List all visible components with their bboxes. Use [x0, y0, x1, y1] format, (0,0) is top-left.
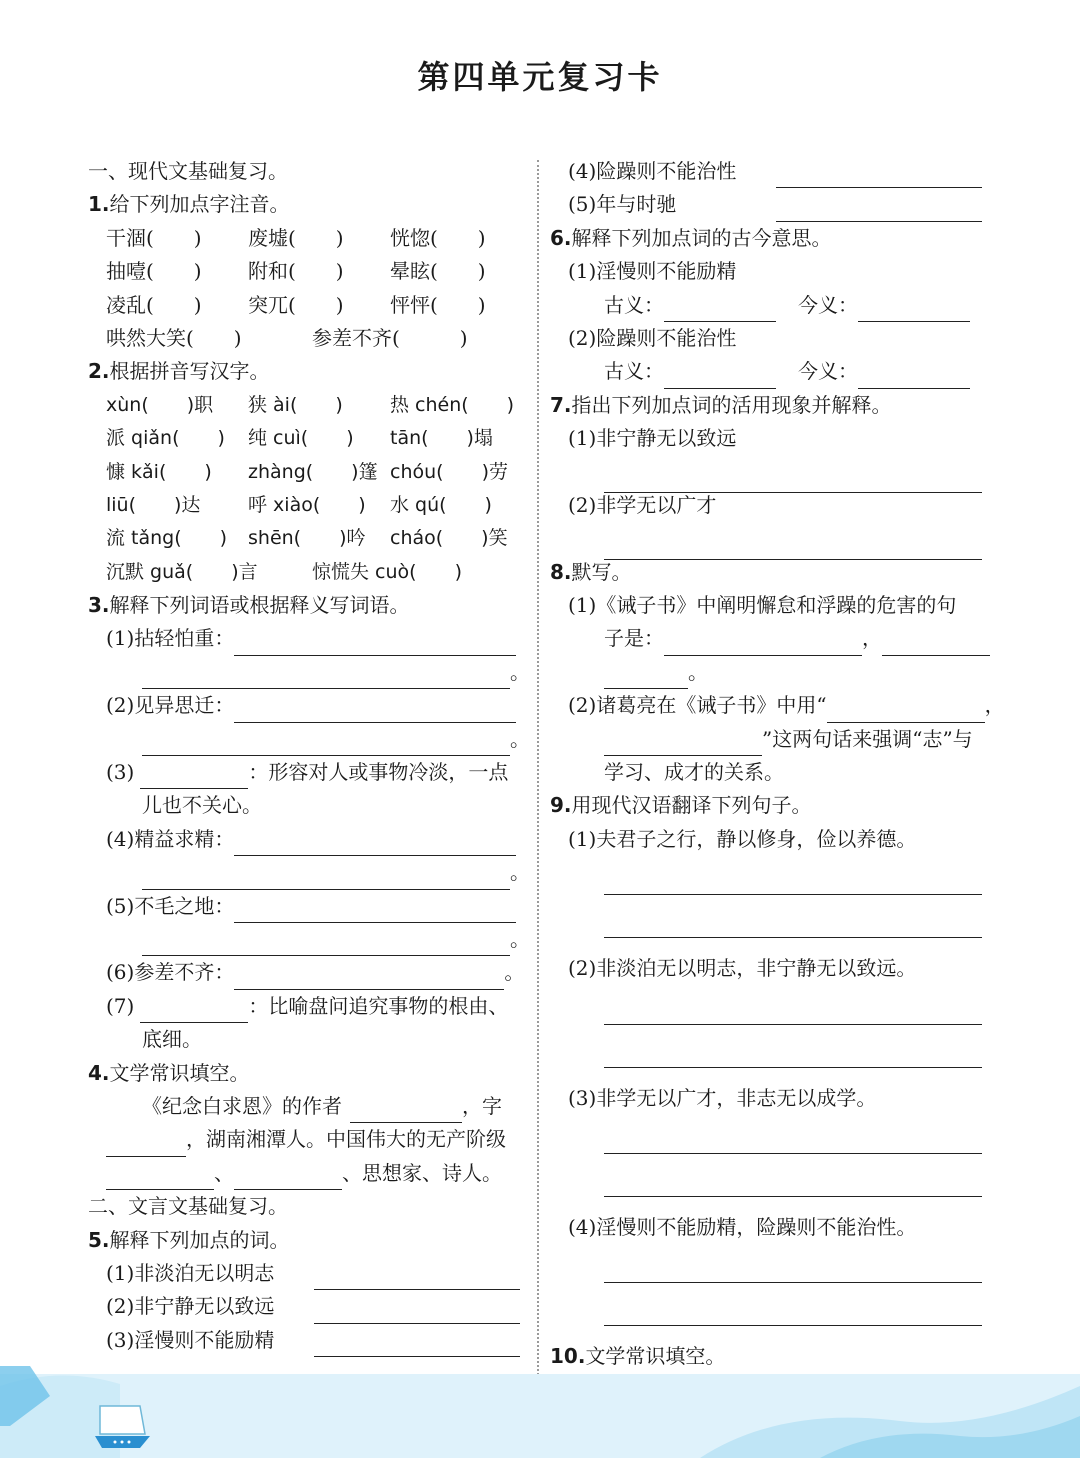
- answer-blank[interactable]: [142, 865, 510, 890]
- q3-item-4-cont: 。: [88, 856, 523, 889]
- answer-blank[interactable]: [776, 197, 982, 222]
- answer-blank[interactable]: [234, 631, 516, 656]
- q7-answer: [550, 522, 985, 555]
- question-1: 1.给下列加点字注音。: [88, 192, 290, 217]
- section-heading: 二、文言文基础复习。: [88, 1194, 288, 1219]
- q5-item: (2)非宁静无以致远: [88, 1290, 523, 1323]
- section-heading: 一、现代文基础复习。: [88, 159, 288, 183]
- answer-blank[interactable]: [604, 868, 982, 895]
- q5-item: (3)淫慢则不能励精: [88, 1324, 523, 1357]
- q1-row: 干涸( ) 废墟( ) 恍惚( ): [106, 225, 486, 250]
- answer-blank[interactable]: [314, 1299, 520, 1324]
- answer-blank[interactable]: [350, 1098, 462, 1123]
- question-8: 8.默写。: [550, 559, 632, 584]
- answer-blank[interactable]: [776, 163, 982, 188]
- footer-wave-decoration: [0, 1366, 1080, 1458]
- question-7: 7.指出下列加点词的活用现象并解释。: [550, 392, 892, 417]
- q1-row: 抽噎( ) 附和( ) 晕眩( ): [106, 259, 486, 284]
- q9-answer-lines: [550, 868, 985, 952]
- left-column: [88, 155, 530, 1357]
- answer-blank[interactable]: [604, 998, 982, 1025]
- q9-item: (2)非淡泊无以明志，非宁静无以致远。: [568, 956, 917, 981]
- answer-blank[interactable]: [234, 965, 504, 990]
- answer-blank[interactable]: [604, 664, 688, 689]
- q5-item: (4)险躁则不能治性: [550, 155, 985, 188]
- question-10: 10.文学常识填空。: [550, 1344, 726, 1369]
- q2-row: 派 qiǎn( ) 纯 cuì( ) tān( )塌: [106, 427, 493, 450]
- column-divider: [537, 160, 539, 1375]
- q3-item-7: (7) ：比喻盘问追究事物的根由、: [88, 990, 523, 1023]
- q8-item-2: (2)诸葛亮在《诫子书》中用“ ，: [550, 689, 985, 722]
- q5-item: (1)非淡泊无以明志: [88, 1257, 523, 1290]
- q7-item: (2)非学无以广才: [568, 492, 717, 517]
- q3-item-5: (5)不毛之地：: [88, 890, 523, 923]
- q8-item-1-end: 。: [550, 656, 985, 689]
- q9-answer-lines: [550, 1127, 985, 1211]
- q4-line-1: 《纪念白求恩》的作者 ，字: [88, 1090, 523, 1123]
- q3-item-2: (2)见异思迁：: [88, 689, 523, 722]
- q4-line-3: 、 、思想家、诗人。: [88, 1157, 523, 1190]
- q9-item: (3)非学无以广才，非志无以成学。: [568, 1085, 877, 1110]
- answer-blank[interactable]: [142, 664, 510, 689]
- answer-blank[interactable]: [604, 1299, 982, 1326]
- question-6: 6.解释下列加点词的古今意思。: [550, 225, 832, 250]
- answer-blank[interactable]: [106, 1165, 214, 1190]
- answer-blank[interactable]: [604, 1256, 982, 1283]
- q1-row: 凌乱( ) 突兀( ) 怦怦( ): [106, 292, 486, 317]
- q3-item-3: (3) ：形容对人或事物冷淡，一点: [88, 756, 523, 789]
- page-title: 第四单元复习卡: [417, 58, 663, 96]
- q7-answer: [550, 456, 985, 489]
- answer-blank[interactable]: [314, 1265, 520, 1290]
- answer-blank[interactable]: [140, 998, 248, 1023]
- q3-item-1: (1)拈轻怕重：: [88, 622, 523, 655]
- q6-meanings: 古义： 今义：: [550, 289, 985, 322]
- q3-item-3-cont: 儿也不关心。: [142, 793, 262, 818]
- answer-blank[interactable]: [604, 911, 982, 938]
- q9-answer-lines: [550, 1256, 985, 1340]
- q3-item-4: (4)精益求精：: [88, 823, 523, 856]
- q2-row: liū( )达 呼 xiào( ) 水 qú( ): [106, 493, 492, 516]
- answer-blank[interactable]: [664, 364, 776, 389]
- answer-blank[interactable]: [858, 364, 970, 389]
- answer-blank[interactable]: [140, 764, 248, 789]
- q2-row: 流 tǎng( ) shēn( )吟 cháo( )笑: [106, 527, 508, 550]
- answer-blank[interactable]: [314, 1332, 520, 1357]
- answer-blank[interactable]: [234, 698, 516, 723]
- q4-line-2: ，湖南湘潭人。中国伟大的无产阶级: [88, 1123, 523, 1156]
- q8-item-2-end: 学习、成才的关系。: [604, 760, 784, 785]
- q8-item-1-cont: 子是： ，: [550, 622, 985, 655]
- answer-blank[interactable]: [234, 1165, 342, 1190]
- q2-row: xùn( )职 狭 ài( ) 热 chén( ): [106, 393, 515, 416]
- q3-item-2-cont: 。: [88, 723, 523, 756]
- q6-item: (2)险躁则不能治性: [568, 325, 737, 350]
- question-3: 3.解释下列词语或根据释义写词语。: [88, 593, 410, 618]
- question-5: 5.解释下列加点的词。: [88, 1227, 290, 1252]
- q3-item-6: (6)参差不齐： 。: [88, 956, 523, 989]
- sailboat-icon: [95, 1406, 150, 1448]
- question-2: 2.根据拼音写汉字。: [88, 359, 270, 384]
- answer-blank[interactable]: [858, 297, 970, 322]
- q2-row: 慷 kǎi( ) zhàng( )篷 chóu( )劳: [106, 460, 508, 483]
- answer-blank[interactable]: [664, 631, 862, 656]
- q3-item-5-cont: 。: [88, 923, 523, 956]
- answer-blank[interactable]: [604, 1170, 982, 1197]
- q1-row: 哄然大笑( ) 参差不齐( ): [106, 325, 468, 350]
- q9-item: (1)夫君子之行，静以修身，俭以养德。: [568, 826, 917, 851]
- answer-blank[interactable]: [827, 698, 985, 723]
- q6-item: (1)淫慢则不能励精: [568, 259, 737, 284]
- q2-row: 沉默 guǎ( )言 惊慌失 cuò( ): [106, 560, 462, 583]
- q5-item: (5)年与时驰: [550, 188, 985, 221]
- q8-item-2-cont: ”这两句话来强调“志”与: [550, 723, 985, 756]
- answer-blank[interactable]: [234, 831, 516, 856]
- answer-blank[interactable]: [882, 631, 990, 656]
- answer-blank[interactable]: [106, 1132, 186, 1157]
- answer-blank[interactable]: [234, 898, 516, 923]
- q6-meanings: 古义： 今义：: [550, 355, 985, 388]
- question-9: 9.用现代汉语翻译下列句子。: [550, 793, 812, 818]
- question-4: 4.文学常识填空。: [88, 1060, 250, 1085]
- answer-blank[interactable]: [664, 297, 776, 322]
- answer-blank[interactable]: [142, 931, 510, 956]
- q9-answer-lines: [550, 998, 985, 1082]
- q7-item: (1)非宁静无以致远: [568, 426, 737, 451]
- q3-item-1-cont: 。: [88, 656, 523, 689]
- q9-item: (4)淫慢则不能励精，险躁则不能治性。: [568, 1214, 917, 1239]
- answer-blank[interactable]: [604, 1127, 982, 1154]
- q8-item-1: (1)《诫子书》中阐明懈怠和浮躁的危害的句: [568, 593, 957, 618]
- right-column: [550, 155, 1005, 1441]
- answer-blank[interactable]: [142, 731, 510, 756]
- answer-blank[interactable]: [604, 731, 762, 756]
- answer-blank[interactable]: [604, 1041, 982, 1068]
- q3-item-7-cont: 底细。: [142, 1027, 202, 1052]
